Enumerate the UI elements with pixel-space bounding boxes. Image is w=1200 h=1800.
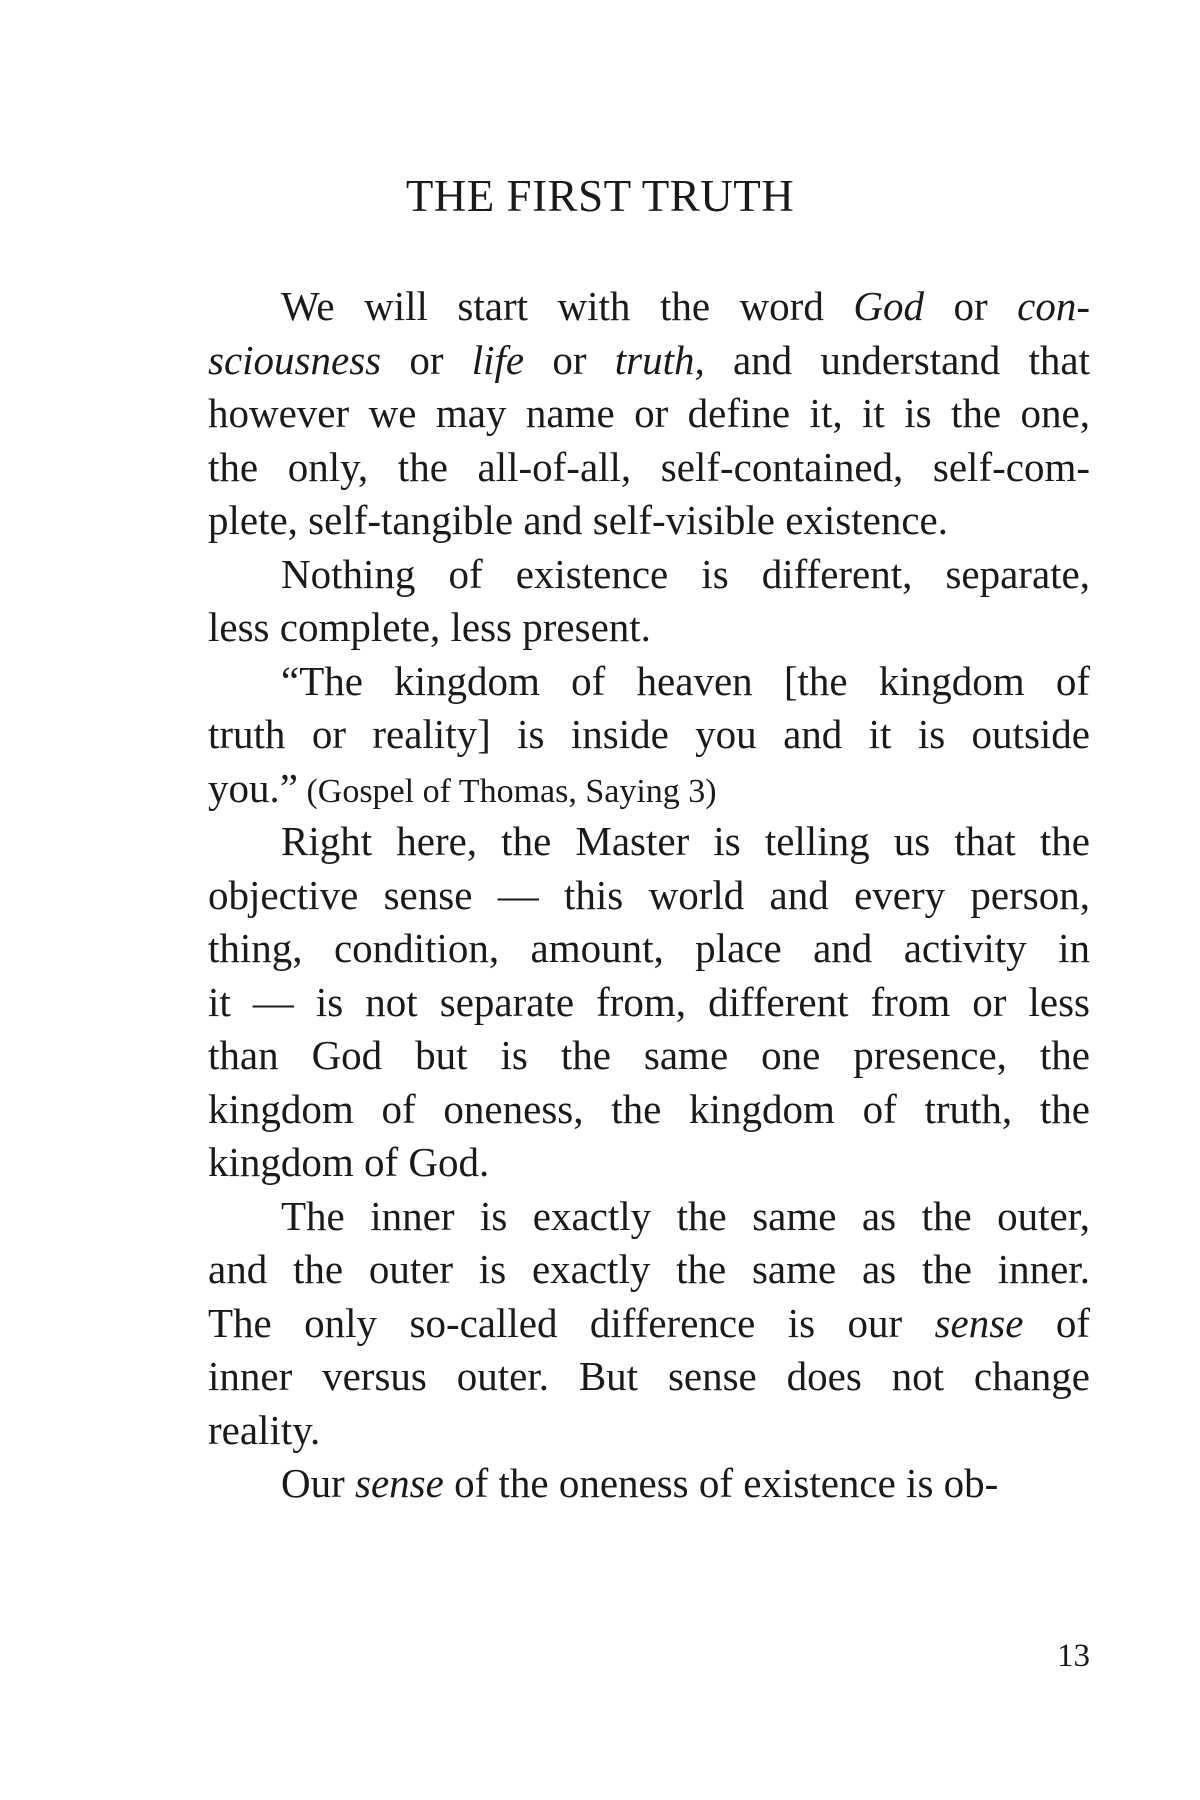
text-line: Right here, the Master is telling us that the (281, 818, 1090, 864)
text-line: The inner is exactly the same as the outer, (281, 1192, 1090, 1239)
body-text (208, 280, 1090, 1511)
text-line: thing, condition, amount, place and activity in (208, 925, 1090, 971)
text-line: you.” (Gospel of Thomas, Saying 3) (208, 764, 717, 811)
text-line: sciousness or life or truth, and understand that (208, 336, 1091, 383)
text-line: the only, the all-of-all, self-contained, self-com- (208, 443, 1090, 490)
page-number: 13 (1057, 1638, 1090, 1674)
citation: (Gospel of Thomas, Saying 3) (297, 772, 717, 810)
text-line: We will start with the word God or con- (281, 283, 1091, 329)
text-line: it — is not separate from, different from or less (208, 978, 1090, 1025)
text-line: kingdom of God. (208, 1139, 490, 1185)
text-line: less complete, less present. (208, 604, 651, 650)
chapter-heading: THE FIRST TRUTH (405, 171, 795, 221)
text-line: however we may name or define it, it is the one, (208, 390, 1090, 436)
text-line: truth or reality] is inside you and it is outside (208, 711, 1090, 757)
text-line: inner versus outer. But sense does not change (208, 1353, 1090, 1399)
text-line: than God but is the same one presence, the (208, 1032, 1090, 1078)
text-line: reality. (208, 1406, 321, 1453)
text-line: objective sense — this world and every person, (208, 871, 1090, 918)
text-line: “The kingdom of heaven [the kingdom of (281, 657, 1090, 704)
text-line: The only so-called difference is our sense of (208, 1299, 1090, 1346)
text-line: plete, self-tangible and self-visible existence. (208, 497, 949, 543)
text-line: kingdom of oneness, the kingdom of truth, the (208, 1085, 1090, 1132)
text-line: and the outer is exactly the same as the inner. (208, 1246, 1090, 1292)
text-line: Our sense of the oneness of existence is ob- (281, 1460, 999, 1506)
text-line: Nothing of existence is different, separate, (281, 550, 1090, 597)
